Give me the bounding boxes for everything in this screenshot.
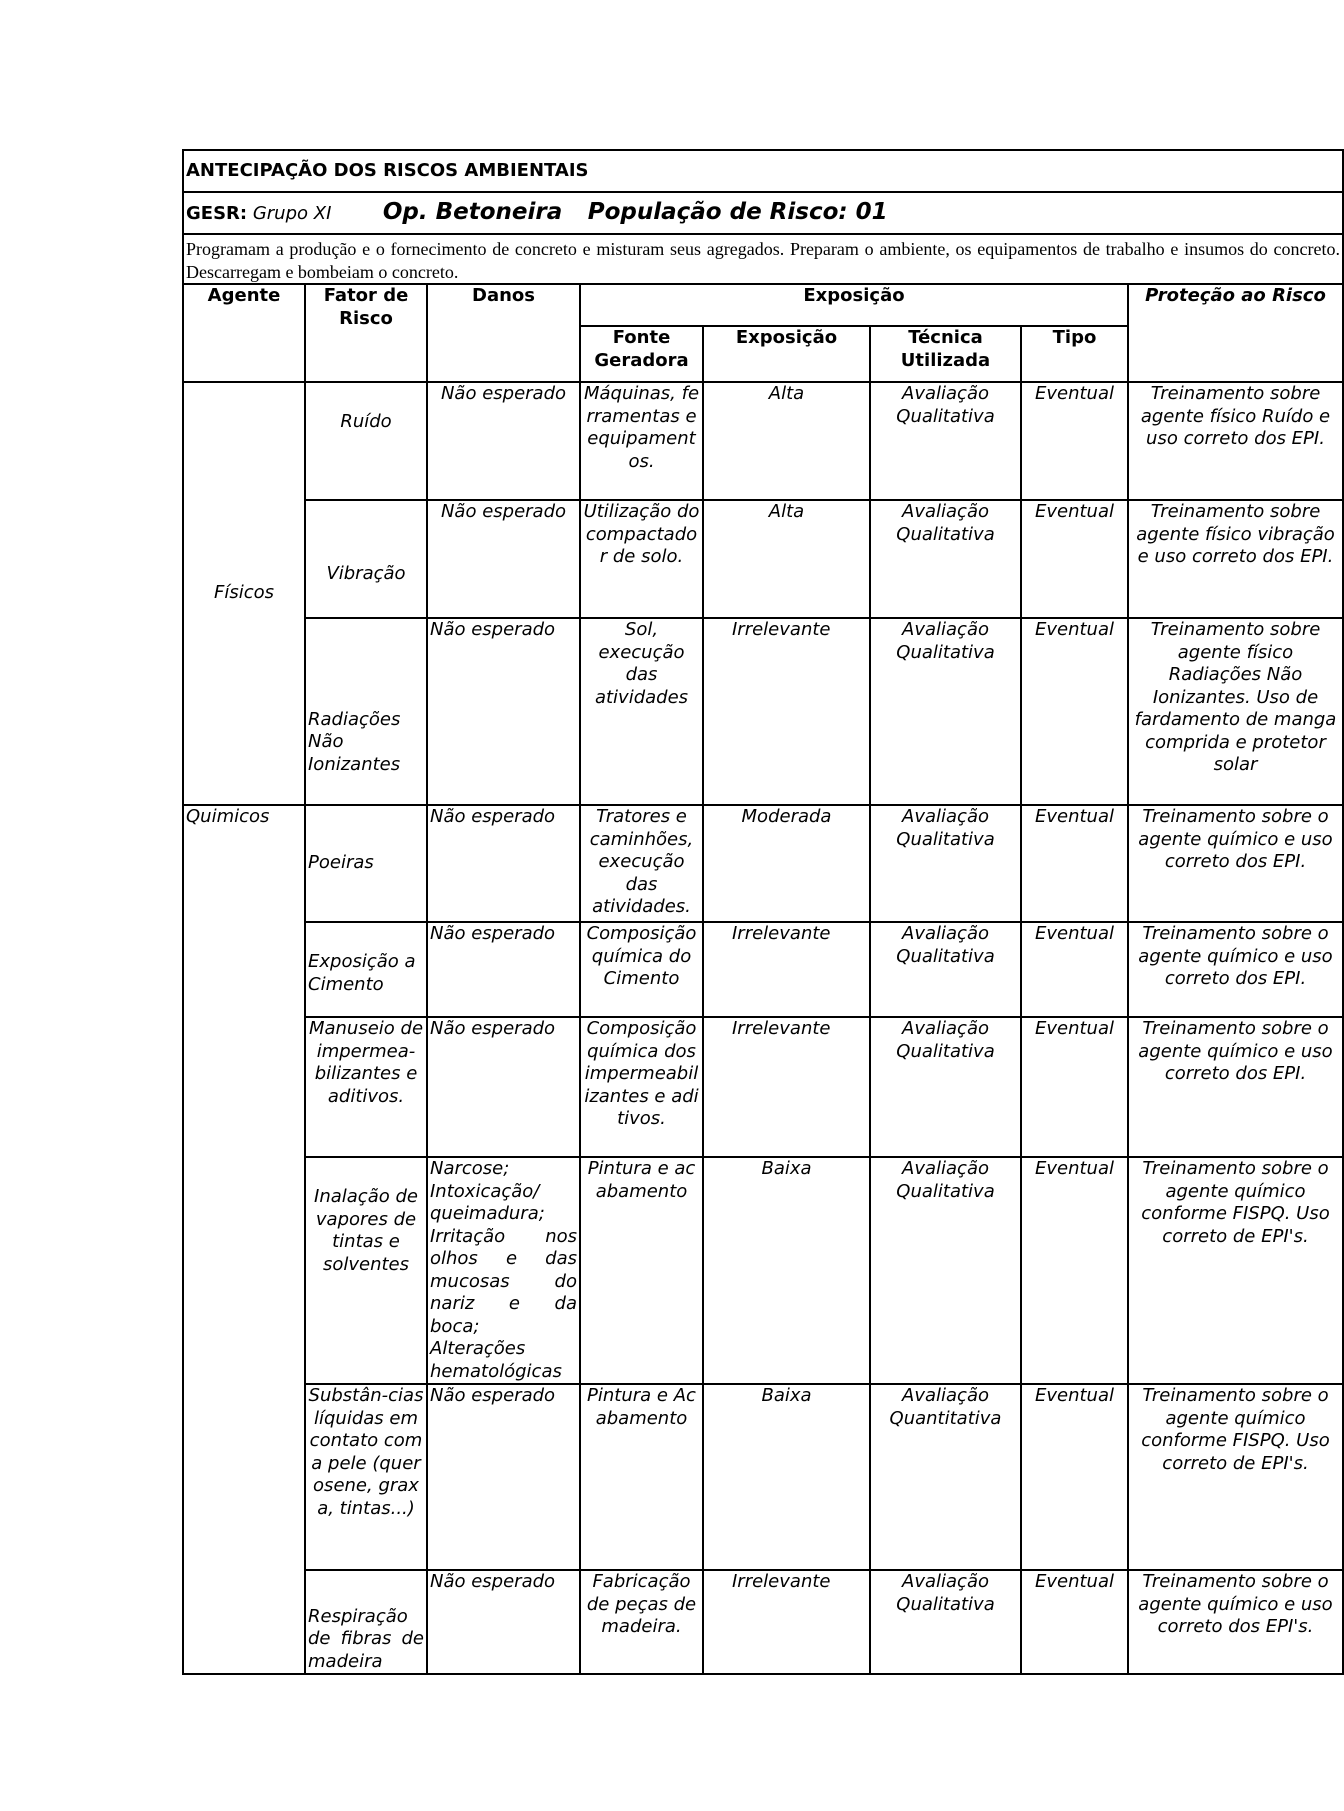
- danos-cell: Não esperado: [427, 1570, 580, 1674]
- tipo-cell: Eventual: [1021, 1157, 1128, 1384]
- protecao-cell: Treinamento sobre o agente químico e uso correto dos EPI.: [1128, 805, 1343, 922]
- fonte-cell: Pintura e Acabamento: [580, 1384, 703, 1570]
- fonte-cell: Tratores e caminhões, execução das atividades.: [580, 805, 703, 922]
- exposicao-cell: Irrelevante: [703, 922, 870, 1017]
- exposicao-cell: Moderada: [703, 805, 870, 922]
- fonte-cell: Máquinas, ferramentas e equipamentos.: [580, 382, 703, 500]
- fonte-cell: Fabricação de peças de madeira.: [580, 1570, 703, 1674]
- activity-description: Programam a produção e o fornecimento de concreto e misturam seus agregados. Preparam o ambiente, os equipamentos de trabalho e insumos do concreto. Descarregam e bombeiam o concreto.: [183, 234, 1343, 284]
- tecnica-cell: Avaliação Qualitativa: [870, 1570, 1021, 1674]
- danos-cell: Não esperado: [427, 382, 580, 500]
- danos-line: Irritação nos: [430, 1225, 577, 1247]
- danos-cell: Não esperado: [427, 1017, 580, 1157]
- tecnica-cell: Avaliação Qualitativa: [870, 1017, 1021, 1157]
- table-row: [183, 1017, 1343, 1157]
- fator-cell: Poeiras: [305, 805, 427, 922]
- table-row: [183, 922, 1343, 1017]
- danos-cell: Não esperado: [427, 805, 580, 922]
- gesr-label: GESR:: [186, 202, 248, 224]
- header-fonte-geradora: Fonte Geradora: [580, 326, 703, 382]
- table-row: [183, 805, 1343, 922]
- fator-cell: Inalação de vapores de tintas e solventes: [305, 1157, 427, 1384]
- risk-table: [182, 149, 1344, 1675]
- danos-cell: Não esperado: [427, 1384, 580, 1570]
- protecao-cell: Treinamento sobre o agente químico conforme FISPQ. Uso correto de EPI's.: [1128, 1384, 1343, 1570]
- tipo-cell: Eventual: [1021, 1017, 1128, 1157]
- agent-fisicos: Físicos: [183, 382, 305, 805]
- fonte-cell: Composição química dos impermeabilizantes e aditivos.: [580, 1017, 703, 1157]
- tipo-cell: Eventual: [1021, 922, 1128, 1017]
- exposicao-cell: Irrelevante: [703, 1570, 870, 1674]
- protecao-cell: Treinamento sobre o agente químico e uso correto dos EPI's.: [1128, 1570, 1343, 1674]
- operation-name: Op. Betoneira: [382, 198, 563, 225]
- danos-line: Narcose;: [430, 1158, 510, 1179]
- fonte-cell: Pintura e acabamento: [580, 1157, 703, 1384]
- tipo-cell: Eventual: [1021, 1570, 1128, 1674]
- tecnica-cell: Avaliação Qualitativa: [870, 1157, 1021, 1384]
- tecnica-cell: Avaliação Qualitativa: [870, 805, 1021, 922]
- table-row: [183, 1570, 1343, 1674]
- danos-line: nariz e da: [430, 1293, 577, 1314]
- tipo-cell: Eventual: [1021, 500, 1128, 618]
- protecao-cell: Treinamento sobre o agente químico conforme FISPQ. Uso correto de EPI's.: [1128, 1157, 1343, 1384]
- danos-line: olhos e das: [430, 1248, 577, 1269]
- table-row: [183, 500, 1343, 618]
- gesr-line: [183, 192, 1343, 234]
- exposicao-cell: Baixa: [703, 1157, 870, 1384]
- exposicao-cell: Irrelevante: [703, 1017, 870, 1157]
- protecao-cell: Treinamento sobre agente físico Radiações Não Ionizantes. Uso de fardamento de manga comprida e protetor solar: [1128, 618, 1343, 805]
- tipo-cell: Eventual: [1021, 805, 1128, 922]
- tipo-cell: Eventual: [1021, 618, 1128, 805]
- danos-cell: Não esperado: [427, 618, 580, 805]
- tecnica-cell: Avaliação Qualitativa: [870, 618, 1021, 805]
- table-row: [183, 1157, 1343, 1384]
- gesr-group: Grupo XI: [252, 202, 332, 224]
- header-fator-de-risco: Fator de Risco: [305, 284, 427, 382]
- fator-cell: Exposição a Cimento: [305, 922, 427, 1017]
- fator-cell: Ruído: [305, 382, 427, 500]
- tecnica-cell: Avaliação Qualitativa: [870, 500, 1021, 618]
- header-exposicao-group: Exposição: [580, 284, 1128, 326]
- danos-line: mucosas do: [430, 1270, 577, 1292]
- danos-line: boca;: [430, 1315, 480, 1337]
- danos-cell: Não esperado: [427, 500, 580, 618]
- fator-cell: Manuseio de impermea-bilizantes e aditivos.: [305, 1017, 427, 1157]
- exposicao-cell: Baixa: [703, 1384, 870, 1570]
- fonte-cell: Utilização do compactador de solo.: [580, 500, 703, 618]
- fator-cell: Substân-cias líquidas em contato com a pele (querosene, graxa, tintas...): [305, 1384, 427, 1570]
- fator-cell: Radiações Não Ionizantes: [305, 618, 427, 805]
- exposicao-cell: Alta: [703, 500, 870, 618]
- danos-cell: [427, 1157, 580, 1384]
- danos-line: Alterações: [430, 1338, 526, 1359]
- fator-cell: Respiração de fibras de madeira: [305, 1570, 427, 1674]
- fonte-cell: Sol, execução das atividades: [580, 618, 703, 805]
- risk-sheet: [182, 149, 1340, 1675]
- danos-line: Intoxicação/: [430, 1180, 540, 1202]
- header-protecao: Proteção ao Risco: [1128, 284, 1343, 382]
- table-row: [183, 618, 1343, 805]
- exposicao-cell: Irrelevante: [703, 618, 870, 805]
- header-exposicao: Exposição: [703, 326, 870, 382]
- table-row: [183, 1384, 1343, 1570]
- tecnica-cell: Avaliação Qualitativa: [870, 382, 1021, 500]
- fonte-cell: Composição química do Cimento: [580, 922, 703, 1017]
- protecao-cell: Treinamento sobre agente físico Ruído e uso correto dos EPI.: [1128, 382, 1343, 500]
- tecnica-cell: Avaliação Qualitativa: [870, 922, 1021, 1017]
- fator-cell: Vibração: [305, 500, 427, 618]
- protecao-cell: Treinamento sobre agente físico vibração e uso correto dos EPI.: [1128, 500, 1343, 618]
- header-agente: Agente: [183, 284, 305, 382]
- agent-quimicos: Quimicos: [183, 805, 305, 1674]
- danos-line: queimadura;: [430, 1203, 545, 1224]
- header-tecnica: Técnica Utilizada: [870, 326, 1021, 382]
- tipo-cell: Eventual: [1021, 382, 1128, 500]
- exposicao-cell: Alta: [703, 382, 870, 500]
- header-tipo: Tipo: [1021, 326, 1128, 382]
- population-at-risk: População de Risco: 01: [587, 198, 888, 225]
- tipo-cell: Eventual: [1021, 1384, 1128, 1570]
- danos-line: hematológicas: [430, 1360, 562, 1382]
- sheet-title: ANTECIPAÇÃO DOS RISCOS AMBIENTAIS: [183, 150, 1343, 192]
- danos-cell: Não esperado: [427, 922, 580, 1017]
- protecao-cell: Treinamento sobre o agente químico e uso correto dos EPI.: [1128, 922, 1343, 1017]
- header-danos: Danos: [427, 284, 580, 382]
- tecnica-cell: Avaliação Quantitativa: [870, 1384, 1021, 1570]
- protecao-cell: Treinamento sobre o agente químico e uso correto dos EPI.: [1128, 1017, 1343, 1157]
- table-row: [183, 382, 1343, 500]
